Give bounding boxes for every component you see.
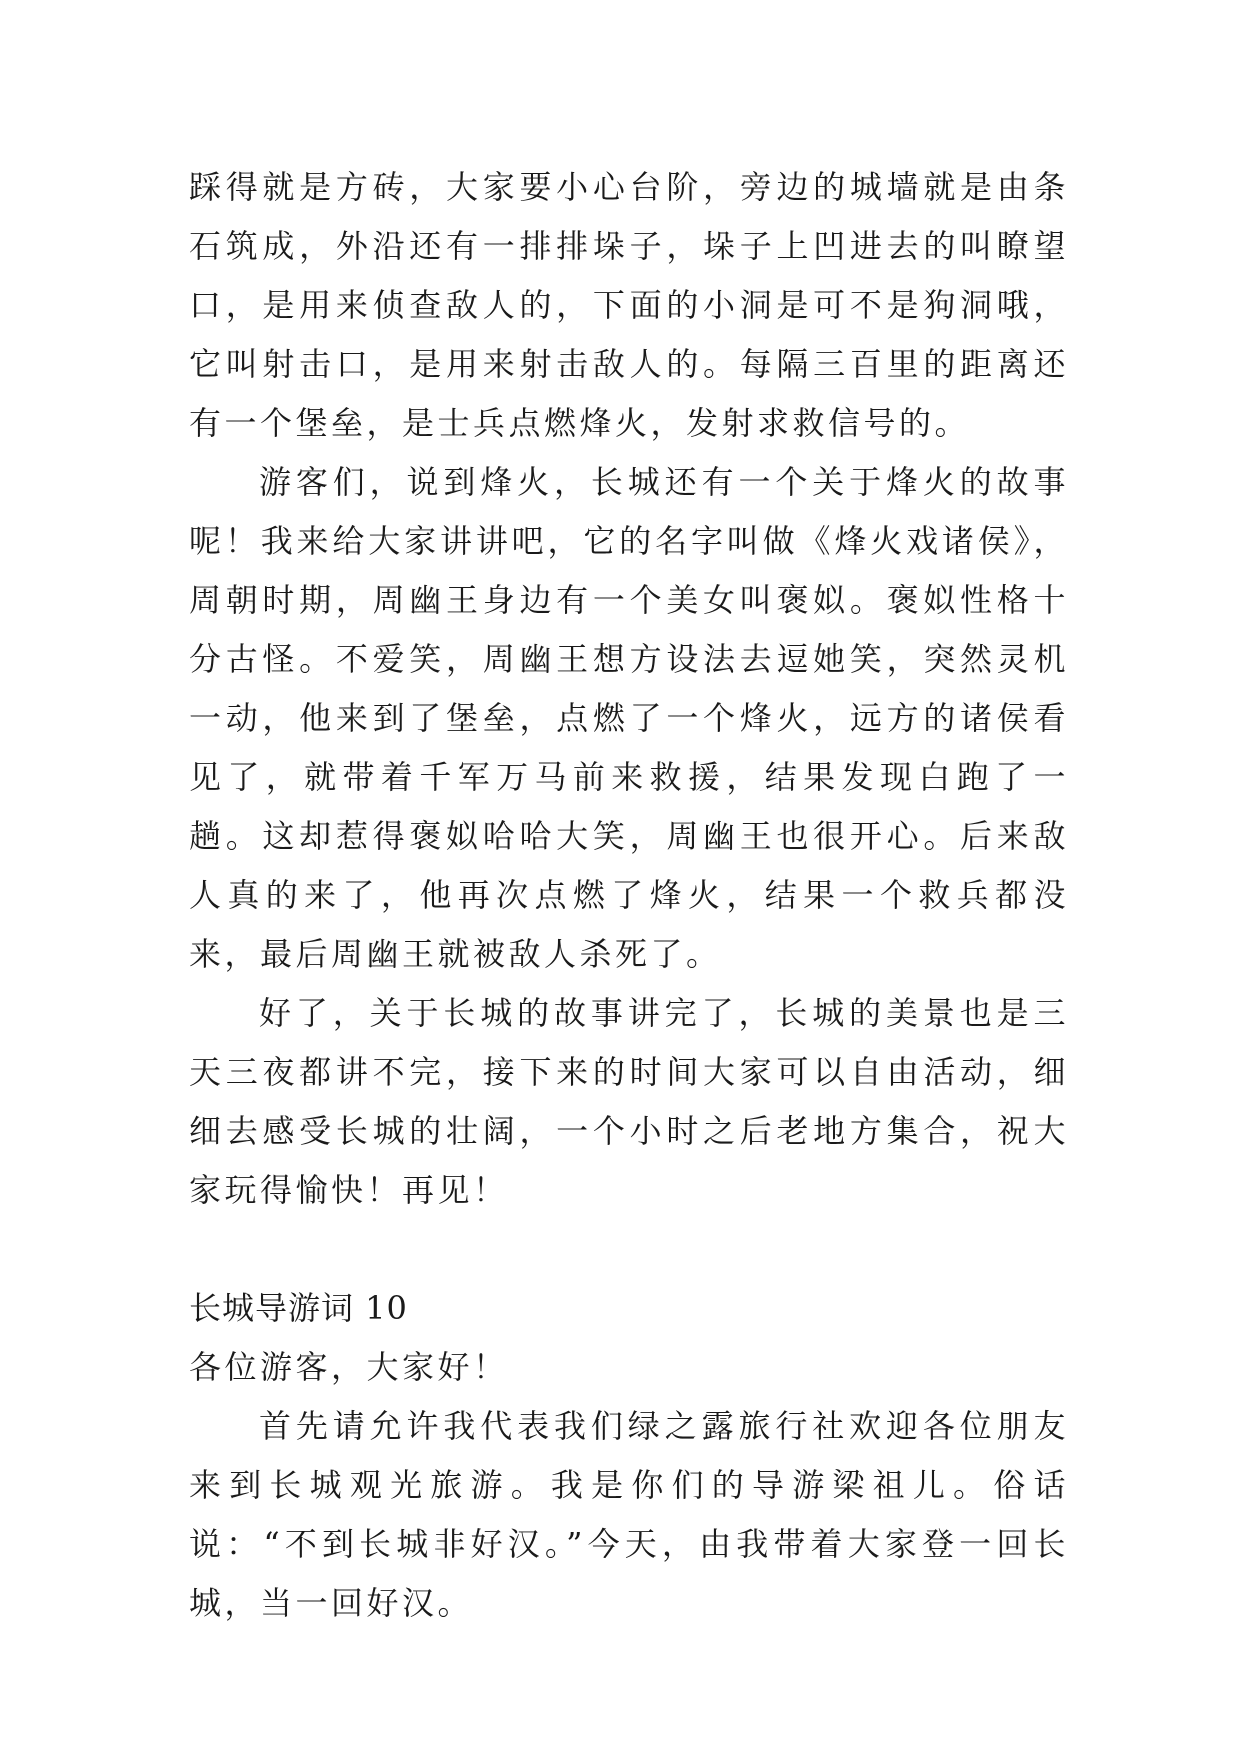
paragraph-beacon-story: 游客们，说到烽火，长城还有一个关于烽火的故事呢！我来给大家讲讲吧，它的名字叫做《烽火戏诸侯》，周朝时期，周幽王身边有一个美女叫褒姒。褒姒性格十分古怪。不爱笑，周幽王想方设法去逗她笑，突然灵机一动，他来到了堡垒，点燃了一个烽火，远方的诸侯看见了，就带着千军万马前来救援，结果发现白跑了一趟。这却惹得褒姒哈哈大笑，周幽王也很开心。后来敌人真的来了，他再次点燃了烽火，结果一个救兵都没来，最后周幽王就被敌人杀死了。: [189, 463, 1069, 973]
section-spacer: [189, 1220, 1069, 1279]
section-greeting: 各位游客，大家好！: [189, 1348, 509, 1386]
paragraph-wall-structure: 踩得就是方砖，大家要小心台阶，旁边的城墙就是由条石筑成，外沿还有一排排垛子，垛子上凹进去的叫瞭望口，是用来侦查敌人的，下面的小洞是可不是狗洞哦，它叫射击口，是用来射击敌人的。每隔三百里的距离还有一个堡垒，是士兵点燃烽火，发射求救信号的。: [189, 168, 1069, 442]
paragraph-farewell: 好了，关于长城的故事讲完了，长城的美景也是三天三夜都讲不完，接下来的时间大家可以自由活动，细细去感受长城的壮阔，一个小时之后老地方集合，祝大家玩得愉快！再见！: [189, 994, 1069, 1209]
paragraph-welcome: 首先请允许我代表我们绿之露旅行社欢迎各位朋友来到长城观光旅游。我是你们的导游梁祖儿。俗话说：“不到长城非好汉。”今天，由我带着大家登一回长城，当一回好汉。: [189, 1407, 1069, 1622]
section-title: 长城导游词 10: [189, 1289, 408, 1327]
document-page: [189, 158, 1069, 1633]
